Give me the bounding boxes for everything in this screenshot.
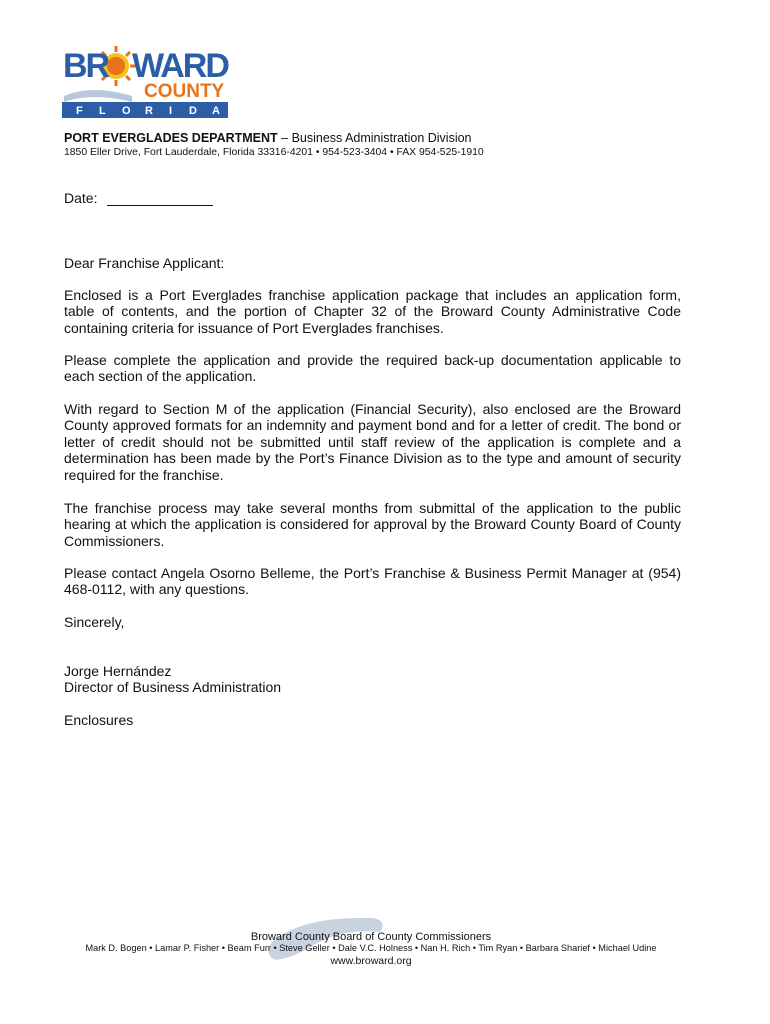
- paragraph-4: The franchise process may take several months from submittal of the application to the public hearing at which the application is considered for approval by the Broward County Board of County Commissioners.: [64, 500, 681, 549]
- footer-website[interactable]: www.broward.org: [330, 955, 412, 967]
- logo-county: COUNTY: [144, 81, 225, 102]
- closing: Sincerely,: [64, 614, 125, 630]
- date-field: [64, 190, 681, 206]
- date-label: Date:: [64, 190, 98, 206]
- division-name: – Business Administration Division: [277, 131, 472, 145]
- svg-text:A: A: [212, 105, 220, 117]
- date-blank-line: [107, 191, 213, 206]
- logo-graphic: [62, 44, 232, 120]
- paragraph-5: Please contact Angela Osorno Belleme, the Port’s Franchise & Business Permit Manager at (954) 468-0112, with any questions.: [64, 565, 681, 598]
- footer-board: Broward County Board of County Commissioners: [250, 931, 492, 943]
- signer-title: Director of Business Administration: [64, 679, 282, 695]
- svg-text:R: R: [145, 105, 153, 117]
- svg-text:F: F: [76, 105, 83, 117]
- department-heading: [64, 131, 472, 145]
- broward-county-logo: [62, 44, 232, 120]
- salutation: Dear Franchise Applicant:: [64, 255, 225, 271]
- svg-text:O: O: [122, 105, 131, 117]
- signer-name: Jorge Hernández: [64, 663, 172, 679]
- svg-text:D: D: [189, 105, 197, 117]
- logo-wordmark: BR: [63, 47, 109, 85]
- paragraph-3: With regard to Section M of the application (Financial Security), also enclosed are the Broward County approved formats for an indemnity and payment bond and for a letter of credit. The bond or letter of credit should not be submitted until staff review of the application is complete and a determination has been made by the Port’s Finance Division as to the type and amount of security required for the franchise.: [64, 401, 681, 483]
- department-name: PORT EVERGLADES DEPARTMENT: [64, 131, 278, 145]
- svg-text:WARD: WARD: [132, 47, 228, 85]
- paragraph-2: Please complete the application and provide the required back-up documentation applicable to each section of the application.: [64, 352, 681, 385]
- enclosures: Enclosures: [64, 712, 134, 728]
- svg-text:I: I: [169, 105, 173, 117]
- paragraph-1: Enclosed is a Port Everglades franchise application package that includes an application form, table of contents, and the portion of Chapter 32 of the Broward County Administrative Code containing criteria for issuance of Port Everglades franchises.: [64, 287, 681, 336]
- svg-text:L: L: [99, 105, 106, 117]
- department-address: 1850 Eller Drive, Fort Lauderdale, Florida 33316-4201 • 954-523-3404 • FAX 954-525-1910: [64, 147, 484, 158]
- footer-members: Mark D. Bogen • Lamar P. Fisher • Beam Furr • Steve Geller • Dale V.C. Holness • Nan H. Rich • Tim Ryan • Barbara Sharief • Michael Udine: [85, 943, 657, 953]
